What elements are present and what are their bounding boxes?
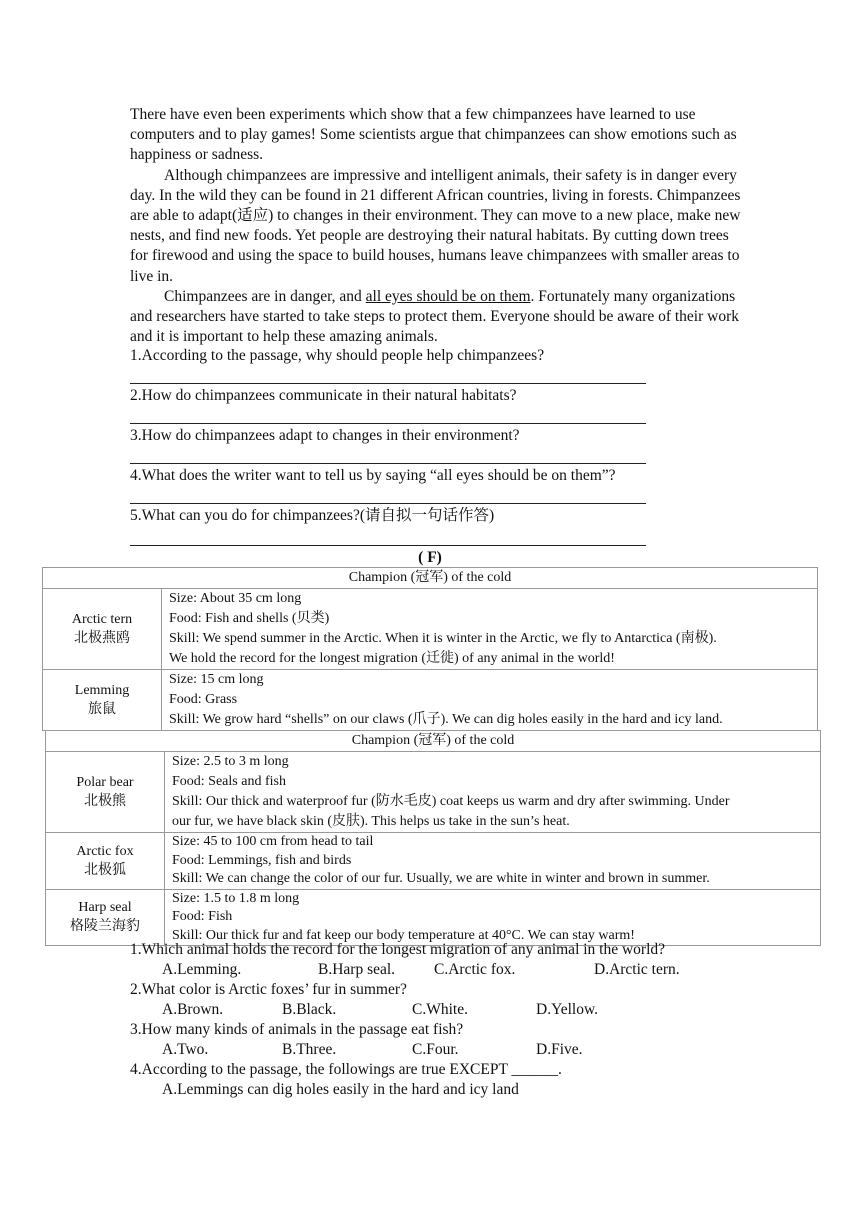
passage-paragraph-3 [130, 287, 750, 348]
question-e-5: 5.What can you do for chimpanzees?(请自拟一句话作答) [130, 507, 495, 524]
skill-line: Skill: Our thick and waterproof fur (防水毛皮) coat keeps us warm and dry after swimming. Under [172, 794, 730, 809]
section-f-label: ( F) [418, 549, 442, 566]
animal-name-cell [43, 589, 162, 670]
animal-description [165, 752, 821, 833]
table-row [43, 670, 818, 731]
option-a[interactable]: A.Lemming. [162, 961, 242, 978]
animal-name-en: Arctic tern [71, 612, 133, 627]
size-line: Size: About 35 cm long [169, 591, 302, 606]
option-a[interactable]: A.Lemmings can dig holes easily in the hard and icy land [162, 1081, 519, 1098]
option-a[interactable]: A.Two. [162, 1041, 209, 1058]
animal-name-cn: 旅鼠 [88, 702, 116, 717]
answer-line-1[interactable] [130, 383, 646, 384]
animal-name-en: Arctic fox [76, 843, 134, 859]
animal-name-en: Polar bear [76, 775, 134, 790]
table-row [43, 589, 818, 670]
question-e-1: 1.According to the passage, why should people help chimpanzees? [130, 347, 545, 364]
question-e-4: 4.What does the writer want to tell us by saying “all eyes should be on them”? [130, 467, 616, 484]
animal-description [165, 889, 821, 946]
skill-line: Skill: We can change the color of our fur. Usually, we are white in winter and brown in summer. [172, 871, 710, 886]
animal-name-cell [43, 670, 162, 731]
option-c[interactable]: C.Arctic fox. [434, 961, 516, 978]
animal-name-cn: 北极熊 [84, 794, 126, 809]
animal-name-cell [46, 752, 165, 833]
animal-name-en: Harp seal [78, 900, 132, 916]
animal-name-cell [46, 833, 165, 890]
option-a[interactable]: A.Brown. [162, 1001, 224, 1018]
skill-line: Skill: We spend summer in the Arctic. When it is winter in the Arctic, we fly to Antarctica (南极). [169, 631, 717, 646]
skill-line: Skill: Our thick fur and fat keep our body temperature at 40°C. We can stay warm! [172, 927, 635, 943]
answer-line-3[interactable] [130, 463, 646, 464]
option-c[interactable]: C.White. [412, 1001, 468, 1018]
animal-name-en: Lemming [74, 683, 130, 698]
size-line: Size: 2.5 to 3 m long [172, 754, 289, 769]
option-c[interactable]: C.Four. [412, 1041, 459, 1058]
underlined-phrase: all eyes should be on them [365, 287, 531, 305]
passage-p3-before: Chimpanzees are in danger, and [164, 287, 366, 305]
animal-name-cell [46, 889, 165, 946]
food-line: Food: Grass [169, 692, 238, 707]
size-line: Size: 1.5 to 1.8 m long [172, 890, 300, 906]
question-e-2: 2.How do chimpanzees communicate in their natural habitats? [130, 387, 517, 404]
skill-line-cont: our fur, we have black skin (皮肤). This helps us take in the sun’s heat. [172, 814, 570, 829]
option-d[interactable]: D.Arctic tern. [594, 961, 680, 978]
answer-line-2[interactable] [130, 423, 646, 424]
option-b[interactable]: B.Black. [282, 1001, 337, 1018]
option-d[interactable]: D.Five. [536, 1041, 583, 1058]
table-row [46, 752, 821, 833]
skill-line: Skill: We grow hard “shells” on our claws (爪子). We can dig holes easily in the hard and icy land. [169, 712, 723, 727]
option-d[interactable]: D.Yellow. [536, 1001, 599, 1018]
animal-description [165, 833, 821, 890]
food-line: Food: Lemmings, fish and birds [172, 852, 352, 868]
table-row [46, 889, 821, 946]
animal-table-2 [45, 730, 821, 946]
size-line: Size: 45 to 100 cm from head to tail [172, 834, 374, 849]
animal-table-1 [42, 567, 818, 731]
animal-description [162, 589, 818, 670]
animal-name-cn: 格陵兰海豹 [70, 919, 140, 935]
table-header: Champion (冠军) of the cold [46, 731, 821, 752]
option-b[interactable]: B.Three. [282, 1041, 337, 1058]
food-line: Food: Fish [172, 909, 233, 924]
skill-line-cont: We hold the record for the longest migration (迁徙) of any animal in the world! [169, 651, 615, 666]
passage [130, 105, 750, 347]
answer-line-4[interactable] [130, 503, 646, 504]
choice-question-4: 4.According to the passage, the followings are true EXCEPT ______. [130, 1061, 562, 1078]
choice-question-2: 2.What color is Arctic foxes’ fur in summer? [130, 981, 407, 998]
animal-name-cn: 北极燕鸥 [74, 631, 130, 646]
choice-question-3: 3.How many kinds of animals in the passage eat fish? [130, 1021, 464, 1038]
answer-line-5[interactable] [130, 545, 646, 546]
size-line: Size: 15 cm long [169, 672, 264, 687]
passage-paragraph-2: Although chimpanzees are impressive and intelligent animals, their safety is in danger every day. In the wild they can be found in 21 different African countries, living in forests. Chimpanzees are able to adapt(适应) to changes in their environment. They can move to a new place, make new nests, and find new foods. Yet people are destroying their natural habitats. By cutting down trees for firewood and using the space to build houses, humans leave chimpanzees with smaller areas to live in. [130, 166, 741, 285]
animal-description [162, 670, 818, 731]
table-row [46, 833, 821, 890]
animal-name-cn: 北极狐 [84, 862, 126, 878]
choice-question-1: 1.Which animal holds the record for the longest migration of any animal in the world? [130, 941, 666, 958]
passage-paragraph-1: There have even been experiments which show that a few chimpanzees have learned to use computers and to play games! Some scientists argue that chimpanzees can show emotions such as happiness or sadness. [130, 106, 737, 164]
passage-p3-after: . Fortunately many organizations and researchers have started to take steps to protect them. Everyone should be aware of their work and it is important to help these amazing animals. [130, 287, 740, 346]
food-line: Food: Fish and shells (贝类) [169, 611, 330, 626]
table-header: Champion (冠军) of the cold [43, 568, 818, 589]
food-line: Food: Seals and fish [172, 774, 286, 789]
question-e-3: 3.How do chimpanzees adapt to changes in their environment? [130, 427, 520, 444]
option-b[interactable]: B.Harp seal. [318, 961, 396, 978]
